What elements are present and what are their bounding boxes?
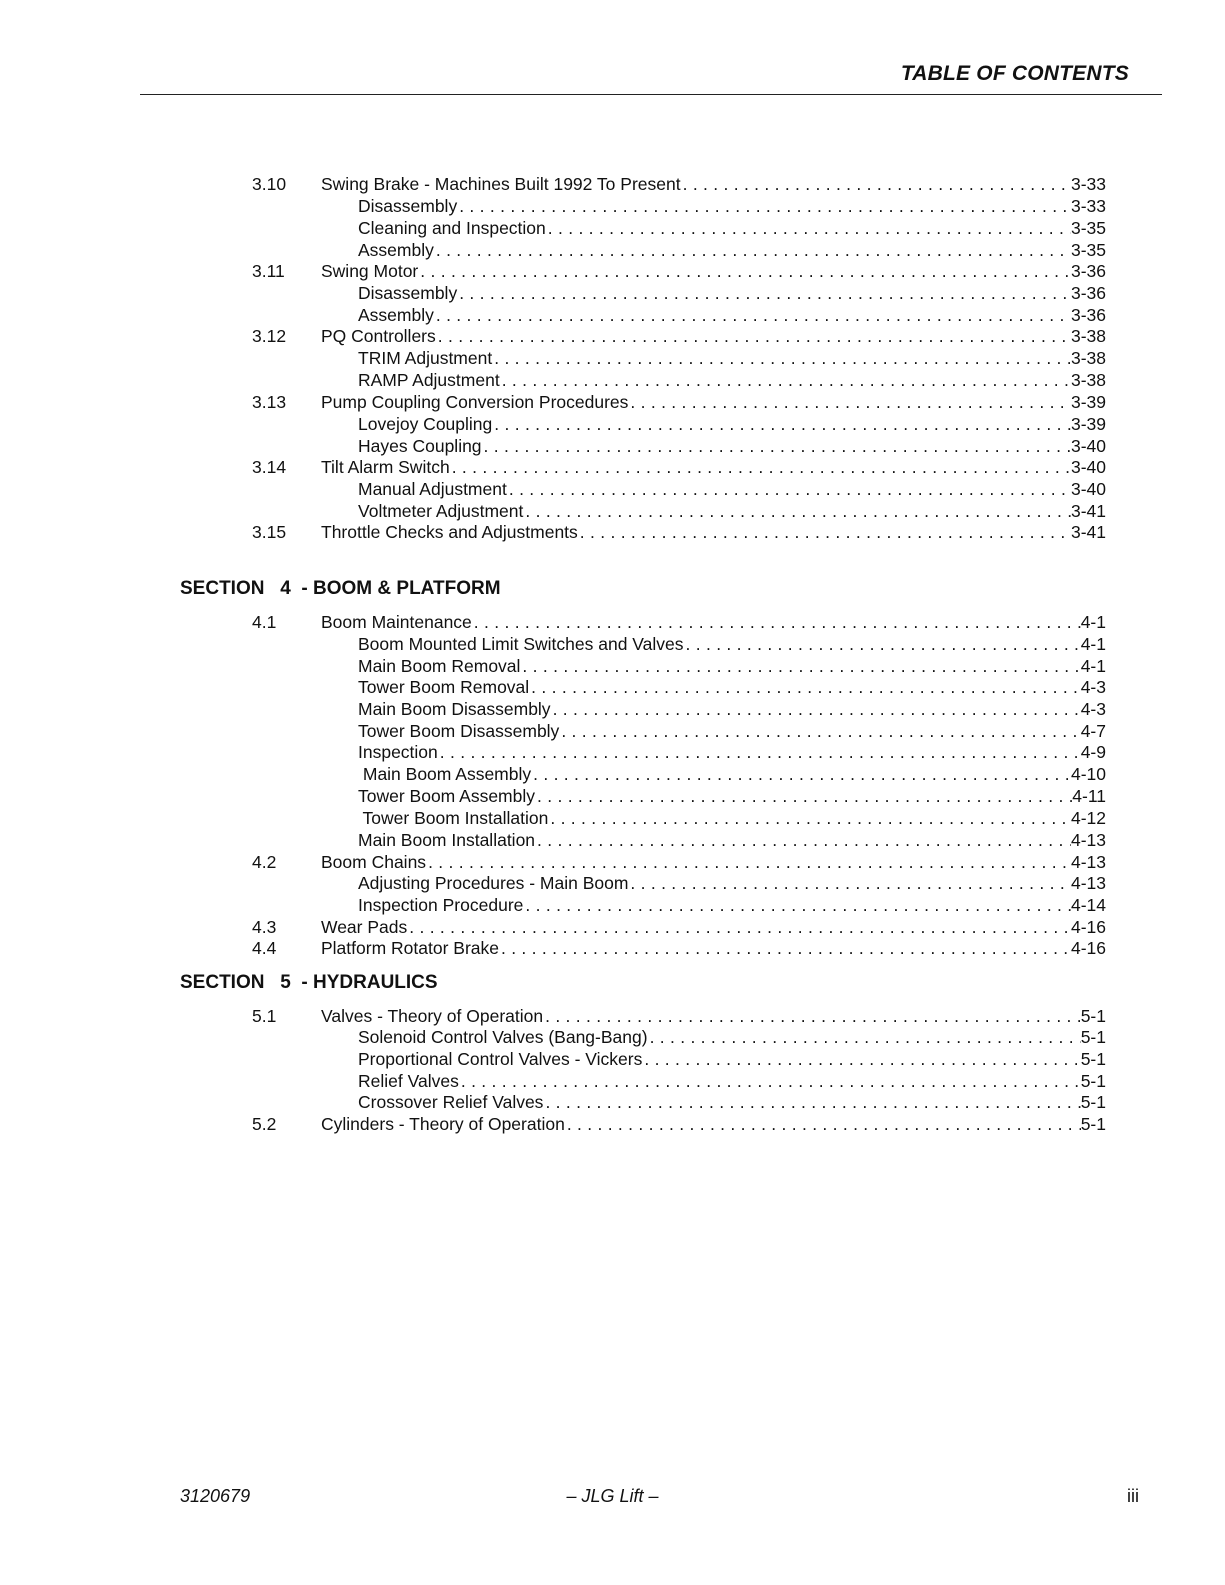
toc-subentry[interactable] — [358, 698, 1106, 720]
footer-doc-number: 3120679 — [180, 1486, 251, 1506]
toc-page-number: 3-36 — [1070, 261, 1106, 281]
footer-title: – JLG Lift – — [566, 1486, 659, 1506]
toc-page-number: 3-38 — [1070, 326, 1106, 346]
dot-leader — [628, 872, 1071, 894]
dot-leader — [434, 239, 1071, 261]
toc-entry-title: Adjusting Procedures - Main Boom — [358, 873, 629, 893]
toc-entry-title: Inspection Procedure — [358, 895, 524, 915]
toc-entry-title: Assembly — [358, 240, 434, 260]
toc-subentry[interactable] — [358, 239, 1106, 261]
toc-entry-number: 3.11 — [252, 261, 285, 281]
toc-entry-title: Main Boom Assembly — [358, 764, 532, 784]
toc-page-number: 4-16 — [1070, 917, 1106, 937]
toc-page-number: 5-1 — [1080, 1006, 1106, 1026]
toc-entry-number: 3.10 — [252, 174, 287, 194]
toc-entry-number: 3.14 — [252, 457, 287, 477]
toc-entry-title: Crossover Relief Valves — [358, 1092, 544, 1112]
toc-entry[interactable] — [252, 1113, 1106, 1135]
toc-subentry[interactable] — [358, 478, 1106, 500]
toc-entry-title: Tilt Alarm Switch — [321, 457, 450, 477]
toc-page-number: 5-1 — [1080, 1092, 1106, 1112]
toc-subentry[interactable] — [358, 829, 1106, 851]
dot-leader — [457, 195, 1071, 217]
toc-entry-title: Boom Mounted Limit Switches and Valves — [358, 634, 684, 654]
toc-page-number: 5-1 — [1080, 1114, 1106, 1134]
toc-entry-title: Throttle Checks and Adjustments — [321, 522, 578, 542]
dot-leader — [681, 173, 1071, 195]
toc-entry-title: PQ Controllers — [321, 326, 436, 346]
toc-subentry[interactable] — [358, 785, 1106, 807]
dot-leader — [523, 500, 1071, 522]
toc-entry-title: RAMP Adjustment — [358, 370, 500, 390]
toc-entry-title: Valves - Theory of Operation — [321, 1006, 544, 1026]
toc-page-number: 4-1 — [1080, 656, 1106, 676]
toc-page-number: 3-39 — [1070, 414, 1106, 434]
toc-page-number: 3-36 — [1070, 305, 1106, 325]
toc-subentry[interactable] — [358, 741, 1106, 763]
toc-entry[interactable] — [252, 391, 1106, 413]
toc-entry-title: Disassembly — [358, 283, 458, 303]
dot-leader — [543, 1091, 1080, 1113]
toc-subentry[interactable] — [358, 1091, 1106, 1113]
dot-leader — [578, 521, 1071, 543]
toc-page-number: 4-7 — [1080, 721, 1106, 741]
toc-subentry[interactable] — [358, 763, 1106, 785]
dot-leader — [529, 676, 1081, 698]
toc-page-number: 4-3 — [1080, 677, 1106, 697]
dot-leader — [543, 1005, 1081, 1027]
toc-entry-title: Cylinders - Theory of Operation — [321, 1114, 565, 1134]
toc-subentry[interactable] — [358, 633, 1106, 655]
toc-subentry[interactable] — [358, 720, 1106, 742]
dot-leader — [407, 916, 1071, 938]
dot-leader — [551, 698, 1081, 720]
toc-page-number: 3-40 — [1070, 457, 1106, 477]
toc-page-number: 3-36 — [1070, 283, 1106, 303]
section-heading: SECTION 5 - HYDRAULICS — [180, 972, 438, 993]
toc-entry-title: Tower Boom Assembly — [358, 786, 536, 806]
toc-entry-title: Main Boom Removal — [358, 656, 521, 676]
toc-entry-title: Assembly — [358, 305, 434, 325]
toc-page-number: 4-13 — [1070, 852, 1106, 872]
toc-entry[interactable] — [252, 456, 1106, 478]
toc-page-number: 4-9 — [1080, 742, 1106, 762]
toc-entry[interactable] — [252, 937, 1106, 959]
dot-leader — [492, 413, 1071, 435]
dot-leader — [648, 1026, 1081, 1048]
toc-page-number: 4-1 — [1080, 634, 1106, 654]
toc-entry[interactable] — [252, 325, 1106, 347]
toc-entry-number: 4.3 — [252, 917, 277, 937]
dot-leader — [450, 456, 1071, 478]
toc-page-number: 3-40 — [1070, 479, 1106, 499]
dot-leader — [642, 1048, 1080, 1070]
toc-page-number: 3-33 — [1070, 196, 1106, 216]
toc-subentry[interactable] — [358, 304, 1106, 326]
toc-entry[interactable] — [252, 1005, 1106, 1027]
toc-subentry[interactable] — [358, 195, 1106, 217]
toc-page-number: 5-1 — [1080, 1027, 1106, 1047]
dot-leader — [499, 937, 1071, 959]
toc-subentry[interactable] — [358, 500, 1106, 522]
toc-page-number: 4-10 — [1070, 764, 1106, 784]
toc-page-number: 3-41 — [1070, 501, 1106, 521]
dot-leader — [438, 741, 1081, 763]
dot-leader — [492, 347, 1071, 369]
dot-leader — [472, 611, 1081, 633]
toc-entry-title: Hayes Coupling — [358, 436, 482, 456]
toc-entry-title: Inspection — [358, 742, 438, 762]
toc-entry-title: Voltmeter Adjustment — [358, 501, 524, 521]
toc-page-number: 5-1 — [1080, 1071, 1106, 1091]
toc-entry-number: 3.13 — [252, 392, 287, 412]
toc-subentry[interactable] — [358, 676, 1106, 698]
footer-page-number: iii — [1127, 1486, 1139, 1506]
toc-entry-number: 4.1 — [252, 612, 277, 632]
dot-leader — [520, 655, 1080, 677]
section-heading: SECTION 4 - BOOM & PLATFORM — [180, 578, 501, 599]
dot-leader — [531, 763, 1071, 785]
toc-entry-title: Tower Boom Removal — [358, 677, 530, 697]
dot-leader — [426, 851, 1071, 873]
toc-entry-title: Pump Coupling Conversion Procedures — [321, 392, 629, 412]
toc-page-number: 4-13 — [1070, 830, 1106, 850]
toc-entry-title: Relief Valves — [358, 1071, 459, 1091]
dot-leader — [457, 282, 1071, 304]
toc-entry-number: 4.2 — [252, 852, 277, 872]
toc-subentry[interactable] — [358, 413, 1106, 435]
dot-leader — [628, 391, 1071, 413]
toc-page-number: 3-33 — [1070, 174, 1106, 194]
dot-leader — [523, 894, 1071, 916]
toc-page-number: 4-16 — [1070, 938, 1106, 958]
toc-page-number: 3-39 — [1070, 392, 1106, 412]
toc-entry[interactable] — [252, 916, 1106, 938]
toc-entry[interactable] — [252, 260, 1106, 282]
dot-leader — [436, 325, 1071, 347]
toc-entry-title: Tower Boom Installation — [358, 808, 549, 828]
toc-page-number: 4-14 — [1070, 895, 1106, 915]
toc-page-number: 4-13 — [1070, 873, 1106, 893]
toc-page-number: 3-38 — [1070, 348, 1106, 368]
toc-entry-number: 5.2 — [252, 1114, 277, 1134]
toc-page-number: 3-35 — [1070, 218, 1106, 238]
toc-entry-title: Swing Motor — [321, 261, 419, 281]
toc-subentry[interactable] — [358, 655, 1106, 677]
dot-leader — [482, 435, 1071, 457]
toc-page-number: 4-1 — [1080, 612, 1106, 632]
toc-subentry[interactable] — [358, 894, 1106, 916]
toc-entry-title: Wear Pads — [321, 917, 408, 937]
toc-page-number: 4-11 — [1072, 786, 1106, 806]
toc-entry-title: Main Boom Disassembly — [358, 699, 551, 719]
toc-entry-title: Swing Brake - Machines Built 1992 To Present — [321, 174, 681, 194]
dot-leader — [434, 304, 1071, 326]
dot-leader — [418, 260, 1071, 282]
toc-subentry[interactable] — [358, 347, 1106, 369]
toc-entry[interactable] — [252, 611, 1106, 633]
dot-leader — [565, 1113, 1081, 1135]
toc-entry-title: Solenoid Control Valves (Bang-Bang) — [358, 1027, 648, 1047]
toc-subentry[interactable] — [358, 217, 1106, 239]
toc-entry-title: Boom Maintenance — [321, 612, 472, 632]
toc-subentry[interactable] — [358, 282, 1106, 304]
toc-entry-title: Proportional Control Valves - Vickers — [358, 1049, 643, 1069]
toc-entry[interactable] — [252, 173, 1106, 195]
toc-entry[interactable] — [252, 521, 1106, 543]
toc-entry-title: Platform Rotator Brake — [321, 938, 499, 958]
toc-entry-title: Main Boom Installation — [358, 830, 536, 850]
dot-leader — [548, 807, 1071, 829]
toc-entry-title: TRIM Adjustment — [358, 348, 493, 368]
toc-page-number: 4-3 — [1080, 699, 1106, 719]
toc-page-number: 5-1 — [1080, 1049, 1106, 1069]
toc-page-number: 3-40 — [1070, 436, 1106, 456]
toc-entry[interactable] — [252, 851, 1106, 873]
toc-page-number: 3-38 — [1070, 370, 1106, 390]
dot-leader — [459, 1070, 1081, 1092]
dot-leader — [546, 217, 1071, 239]
toc-subentry[interactable] — [358, 369, 1106, 391]
toc-subentry[interactable] — [358, 807, 1106, 829]
dot-leader — [535, 785, 1072, 807]
toc-entry-title: Disassembly — [358, 196, 458, 216]
toc-entry-number: 3.15 — [252, 522, 287, 542]
toc-page-number: 3-35 — [1070, 240, 1106, 260]
toc-subentry[interactable] — [358, 1048, 1106, 1070]
toc-subentry[interactable] — [358, 1026, 1106, 1048]
toc-page-number: 3-41 — [1070, 522, 1106, 542]
dot-leader — [507, 478, 1071, 500]
dot-leader — [559, 720, 1080, 742]
toc-subentry[interactable] — [358, 872, 1106, 894]
toc-entry-title: Boom Chains — [321, 852, 427, 872]
dot-leader — [535, 829, 1071, 851]
toc-entry-number: 4.4 — [252, 938, 277, 958]
page-header-title: TABLE OF CONTENTS — [900, 62, 1129, 85]
toc-entry-title: Cleaning and Inspection — [358, 218, 546, 238]
toc-entry-title: Tower Boom Disassembly — [358, 721, 560, 741]
toc-subentry[interactable] — [358, 1070, 1106, 1092]
toc-subentry[interactable] — [358, 435, 1106, 457]
toc-entry-title: Manual Adjustment — [358, 479, 507, 499]
toc-entry-number: 3.12 — [252, 326, 287, 346]
toc-entry-title: Lovejoy Coupling — [358, 414, 493, 434]
toc-entry-number: 5.1 — [252, 1006, 277, 1026]
toc-page-number: 4-12 — [1070, 808, 1106, 828]
dot-leader — [684, 633, 1081, 655]
dot-leader — [500, 369, 1071, 391]
